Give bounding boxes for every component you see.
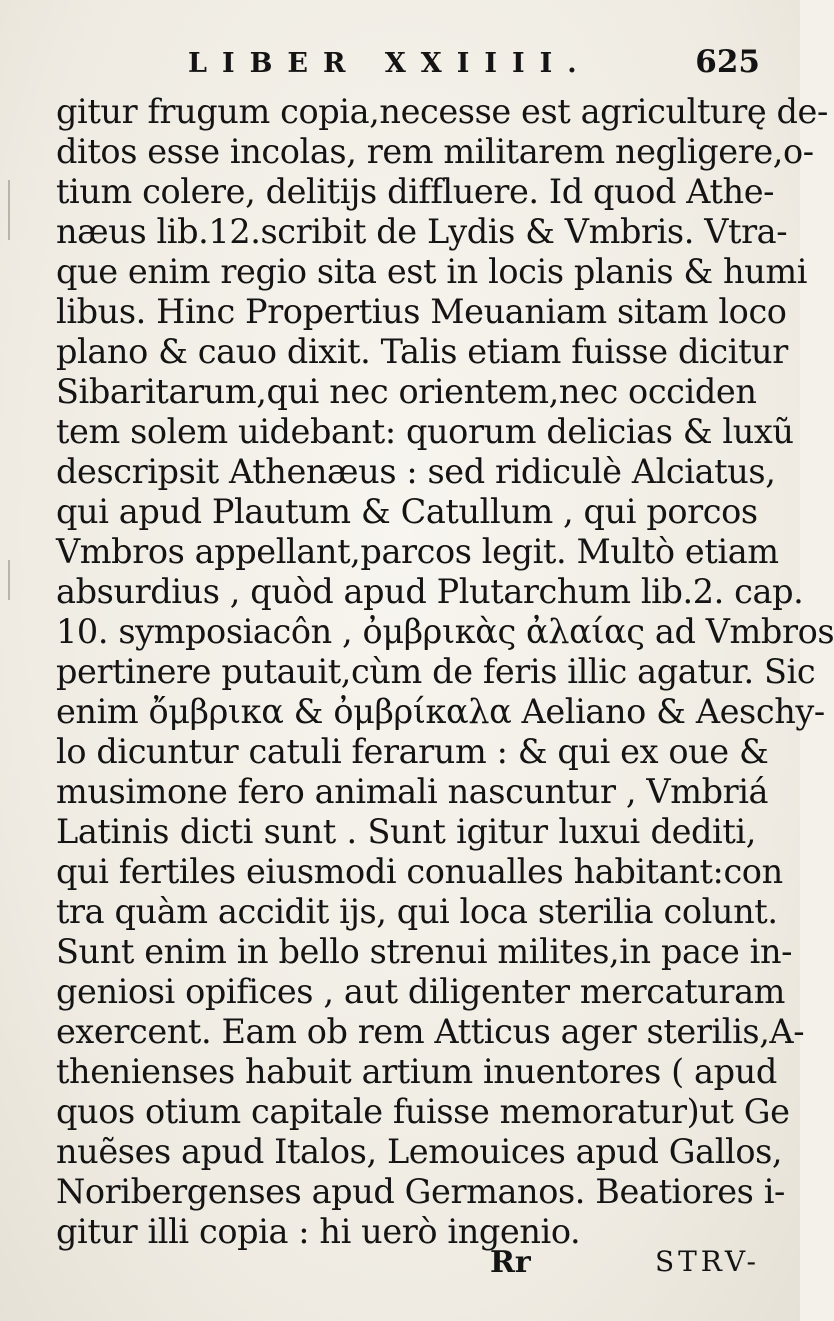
text-line: que enim regio sita est in locis planis & humi	[56, 252, 808, 291]
text-line: næus lib.12.scribit de Lydis & Vmbris. Vtra-	[56, 212, 788, 251]
text-line: enim ὄμβρικα & ὀμβρίκαλα Aeliano & Aeschy-	[56, 692, 825, 731]
page-number: 625	[695, 44, 760, 80]
text-line: Noribergenses apud Germanos. Beatiores i-	[56, 1172, 785, 1211]
page-edge-shadow	[8, 180, 10, 240]
text-line: plano & cauo dixit. Talis etiam fuisse dicitur	[56, 332, 788, 371]
text-line: descripsit Athenæus : sed ridiculè Alciatus,	[56, 452, 776, 491]
text-line: ditos esse incolas, rem militarem negligere,o-	[56, 132, 814, 171]
text-line: 10. symposiacôn , ὀμβρικὰς ἀλαίας ad Vmbros	[56, 612, 834, 651]
text-line-last: gitur illi copia : hi uerò ingenio.	[56, 1212, 581, 1251]
text-line: thenienses habuit artium inuentores ( apud	[56, 1052, 777, 1091]
text-line: geniosi opifices , aut diligenter mercaturam	[56, 972, 786, 1011]
text-line: lo dicuntur catuli ferarum : & qui ex oue &	[56, 732, 769, 771]
text-line: absurdius , quòd apud Plutarchum lib.2. cap.	[56, 572, 804, 611]
text-line: libus. Hinc Propertius Meuaniam sitam loco	[56, 292, 787, 331]
text-line: nuẽses apud Italos, Lemouices apud Gallos,	[56, 1132, 783, 1171]
page-header	[60, 40, 760, 90]
text-line: Sunt enim in bello strenui milites,in pace in-	[56, 932, 793, 971]
text-line: qui apud Plautum & Catullum , qui porcos	[56, 492, 758, 531]
text-line: gitur frugum copia,necesse est agriculturę de-	[56, 92, 828, 131]
page-edge-shadow	[8, 560, 10, 600]
text-line: exercent. Eam ob rem Atticus ager sterilis,A-	[56, 1012, 805, 1051]
text-line: tra quàm accidit ijs, qui loca sterilia colunt.	[56, 892, 778, 931]
text-line: tium colere, delitijs diffluere. Id quod Athe-	[56, 172, 775, 211]
page-footer	[60, 1245, 760, 1289]
text-line: Vmbros appellant,parcos legit. Multò etiam	[56, 532, 779, 571]
text-line: quos otium capitale fuisse memoratur)ut Ge	[56, 1092, 790, 1131]
running-head: LIBER XXIIII.	[188, 48, 592, 79]
text-line: Sibaritarum,qui nec orientem,nec occiden	[56, 372, 757, 411]
text-line: pertinere putauit,cùm de feris illic agatur. Sic	[56, 652, 816, 691]
text-line: Latinis dicti sunt . Sunt igitur luxui dediti,	[56, 812, 756, 851]
text-line: tem solem uidebant: quorum delicias & luxũ	[56, 412, 794, 451]
body-text	[56, 92, 834, 1252]
text-line: musimone fero animali nascuntur , Vmbriá	[56, 772, 769, 811]
catchword: STRV-	[654, 1245, 760, 1278]
text-line: qui fertiles eiusmodi conualles habitant:con	[56, 852, 783, 891]
signature-mark: Rr	[490, 1245, 531, 1280]
